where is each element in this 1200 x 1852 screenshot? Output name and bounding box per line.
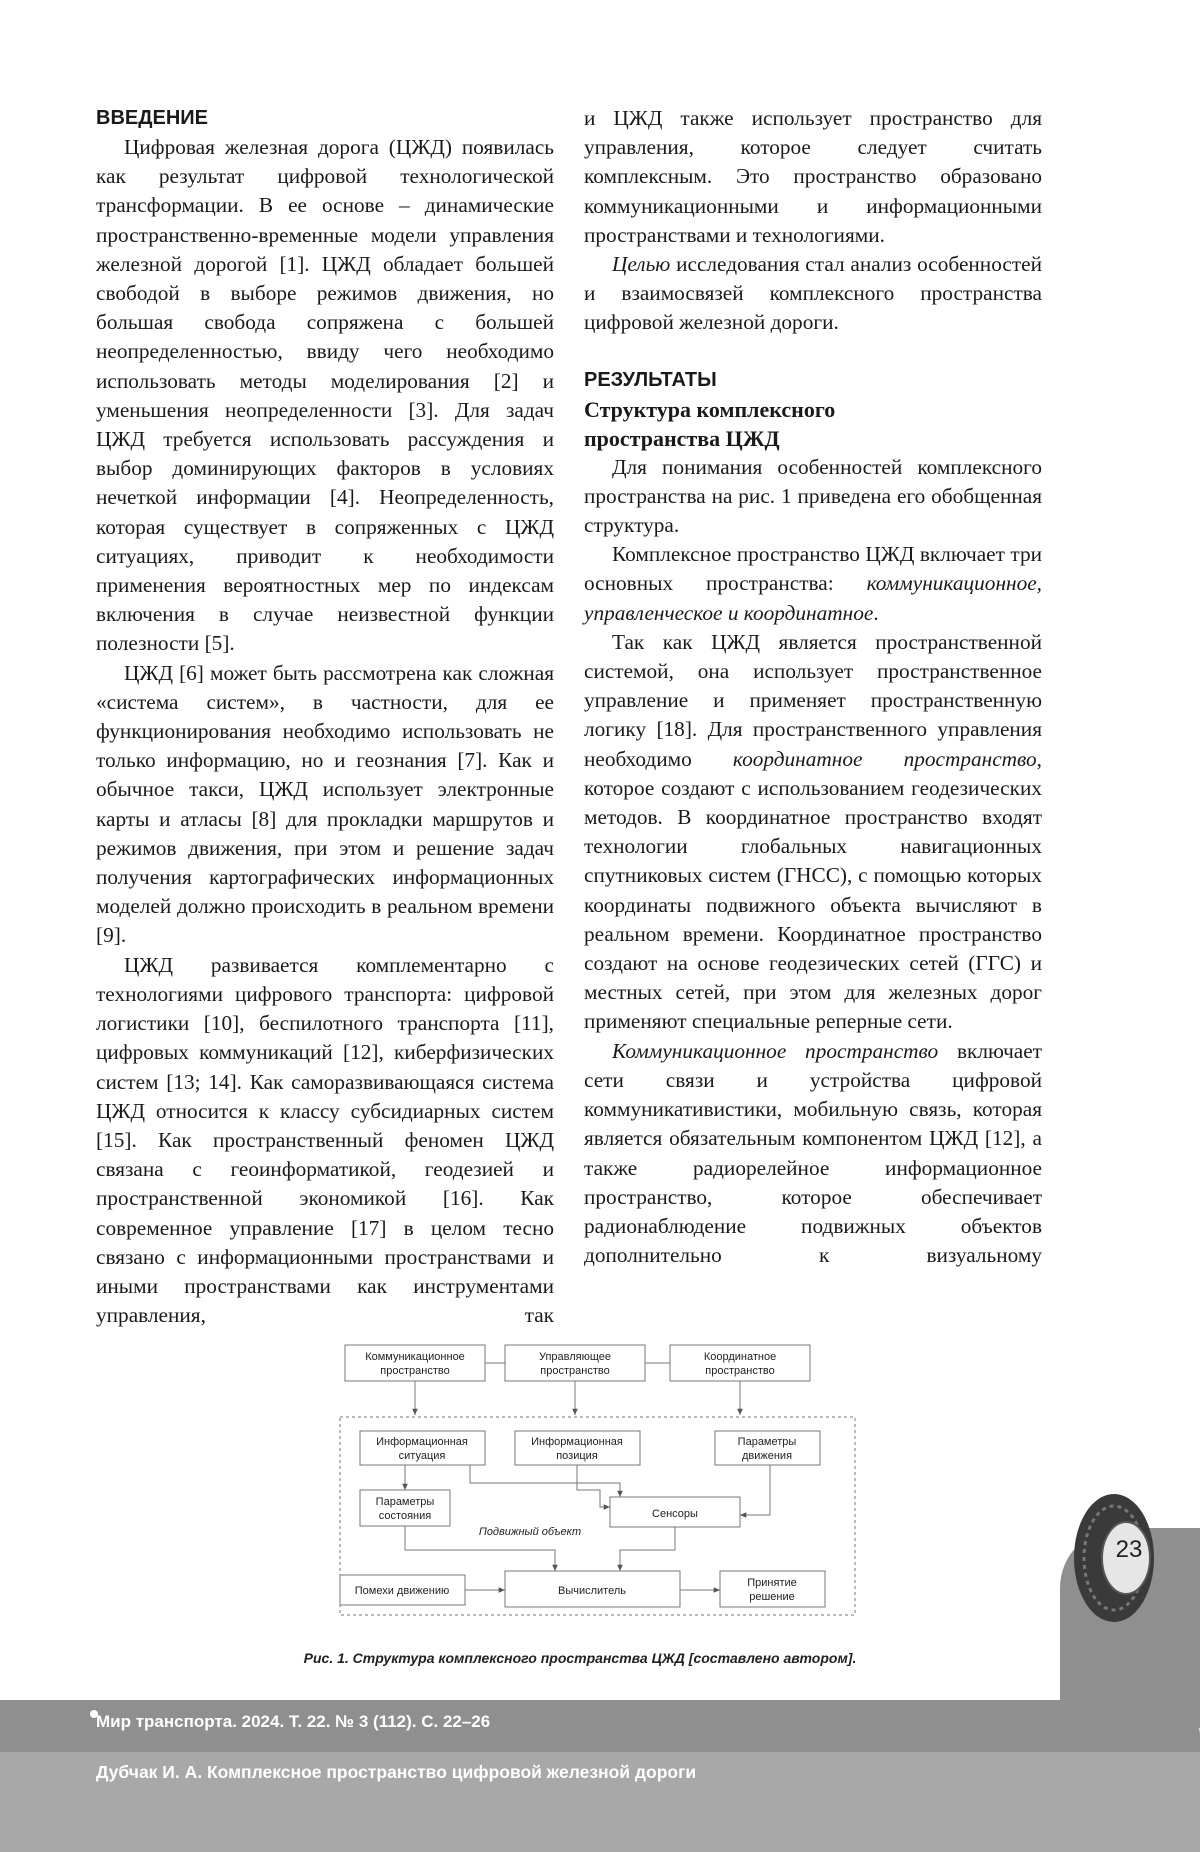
label: Управляющее (538, 1351, 612, 1363)
label: пространство (380, 1365, 450, 1377)
page-number: 23 (1115, 1536, 1143, 1563)
label: решение (749, 1591, 795, 1603)
italic-run: коммуникационное, управленческое и координатное (584, 571, 1042, 625)
structure-diagram (330, 1335, 870, 1635)
paragraph: Цифровая железная дорога (ЦЖД) появилась как результат цифровой технологической трансформации. В ее основе – динамические пространственно-временные модели управления железной дорогой [1]. ЦЖД обладает большей свободой в выборе режимов движения, но большая свобода сопряжена с большей неопределенностью, ввиду чего необходимо использовать методы моделирования [2] и уменьшения неопределенности [3]. Для задач ЦЖД требуется использовать рассуждения и выбор доминирующих факторов в условиях нечеткой информации [4]. Неопределенность, которая существует в сопряженных с ЦЖД ситуациях, приводит к необходимости применения вероятностных мер по индексам включения в случае неизвестной функции полезности [5]. (96, 135, 554, 656)
label: Параметры (737, 1436, 797, 1448)
label: Сенсоры (652, 1508, 698, 1520)
italic-run: Коммуникационное пространство (612, 1038, 939, 1063)
label: Информационная (531, 1436, 623, 1448)
figure-caption: Рис. 1. Структура комплексного пространства ЦЖД [составлено автором]. (303, 1650, 857, 1666)
label: ситуация (398, 1450, 446, 1462)
label: пространство (705, 1365, 775, 1377)
arrow (620, 1527, 675, 1571)
right-column (584, 104, 1042, 1270)
arrow (470, 1465, 620, 1497)
section-heading-introduction: ВВЕДЕНИЕ (96, 107, 208, 129)
text-run: . (873, 600, 879, 625)
paragraph (584, 1037, 1042, 1271)
paragraph: ЦЖД [6] может быть рассмотрена как сложная «система систем», в частности, для ее функционирования необходимо использовать не только информацию, но и геознания [7]. Как и обычное такси, ЦЖД использует электронные карты и атласы [8] для прокладки маршрутов и режимов движения, при этом и решение задач получения картографических информационных моделей должно происходить в реальном времени [9]. (96, 660, 554, 948)
running-title: Дубчак И. А. Комплексное пространство цифровой железной дороги (96, 1762, 697, 1782)
text-run: включает сети связи и устройства цифровой коммуникативистики, мобильную связь, которая является обязательным компонентом ЦЖД [12], а также радиорелейное информационное пространство, которое обеспечивает радионаблюдение подвижных объектов дополнительно к визуальному (584, 1038, 1042, 1268)
label: движения (741, 1450, 793, 1462)
label-moving-object: Подвижный объект (478, 1526, 582, 1538)
label: Информационная (376, 1436, 468, 1448)
label: Коммуникационное (365, 1351, 465, 1363)
label: Координатное (703, 1351, 777, 1363)
text-run: Комплексное пространство ЦЖД включает три основных пространства: (584, 542, 1042, 596)
goal-text: исследования стал анализ особенностей и взаимосвязей комплексного пространства цифровой железной дороги. (584, 252, 1042, 335)
goal-italic: Целью (612, 252, 671, 277)
journal-reference: Мир транспорта. 2024. Т. 22. № 3 (112). С. 22–26 (96, 1712, 491, 1731)
label: Помехи движению (354, 1585, 450, 1597)
subsection-heading-line1: Структура комплексного (584, 396, 836, 422)
label: пространство (540, 1365, 610, 1377)
text-run: , которое создают с использованием геодезических методов. В координатное пространство входят технологии глобальных навигационных спутниковых систем (ГНСС), с помощью которых координаты подвижного объекта вычисляют в реальном времени. Координатное пространство создают на основе геодезических сетей (ГГС) и местных сетей, при этом для железных дорог применяют специальные реперные сети. (584, 746, 1042, 1034)
label: Параметры (375, 1496, 435, 1508)
paragraph-continued: и ЦЖД также использует пространство для управления, которое следует считать комплексным. Это пространство образовано коммуникационными и информационными пространствами и технологиями. (584, 106, 1042, 247)
label: Принятие (747, 1577, 797, 1589)
paragraph: Для понимания особенностей комплексного пространства на рис. 1 приведена его обобщенная структура. (584, 454, 1042, 538)
text-run: Так как ЦЖД является пространственной системой, она использует пространственное управление и применяет пространственную логику [18]. Для пространственного управления необходимо (584, 629, 1042, 771)
italic-run: координатное пространство (732, 746, 1037, 771)
spacer (584, 338, 1042, 366)
subsection-heading-line2: пространства ЦЖД (584, 425, 780, 451)
paragraph: ЦЖД развивается комплементарно с технологиями цифрового транспорта: цифровой логистики [10], беспилотного транспорта [11], цифровых коммуникаций [12], киберфизических систем [13; 14]. Как саморазвивающаяся система ЦЖД относится к классу субсидиарных систем [15]. Как пространственный феномен ЦЖД связана с геоинформатикой, геодезией и пространственной экономикой [16]. Как современное управление [17] в целом тесно связано с информационными пространствами и иными пространствами как инструментами управления, так (96, 952, 554, 1328)
label: позиция (556, 1450, 598, 1462)
paragraph (584, 628, 1042, 1037)
arrow (740, 1465, 770, 1515)
paragraph-goal (584, 250, 1042, 338)
paragraph (584, 540, 1042, 628)
label: состояния (378, 1510, 432, 1522)
left-column (96, 104, 554, 1330)
section-heading-results: РЕЗУЛЬТАТЫ (584, 368, 717, 391)
label: Вычислитель (558, 1585, 626, 1597)
arrow (577, 1465, 610, 1507)
